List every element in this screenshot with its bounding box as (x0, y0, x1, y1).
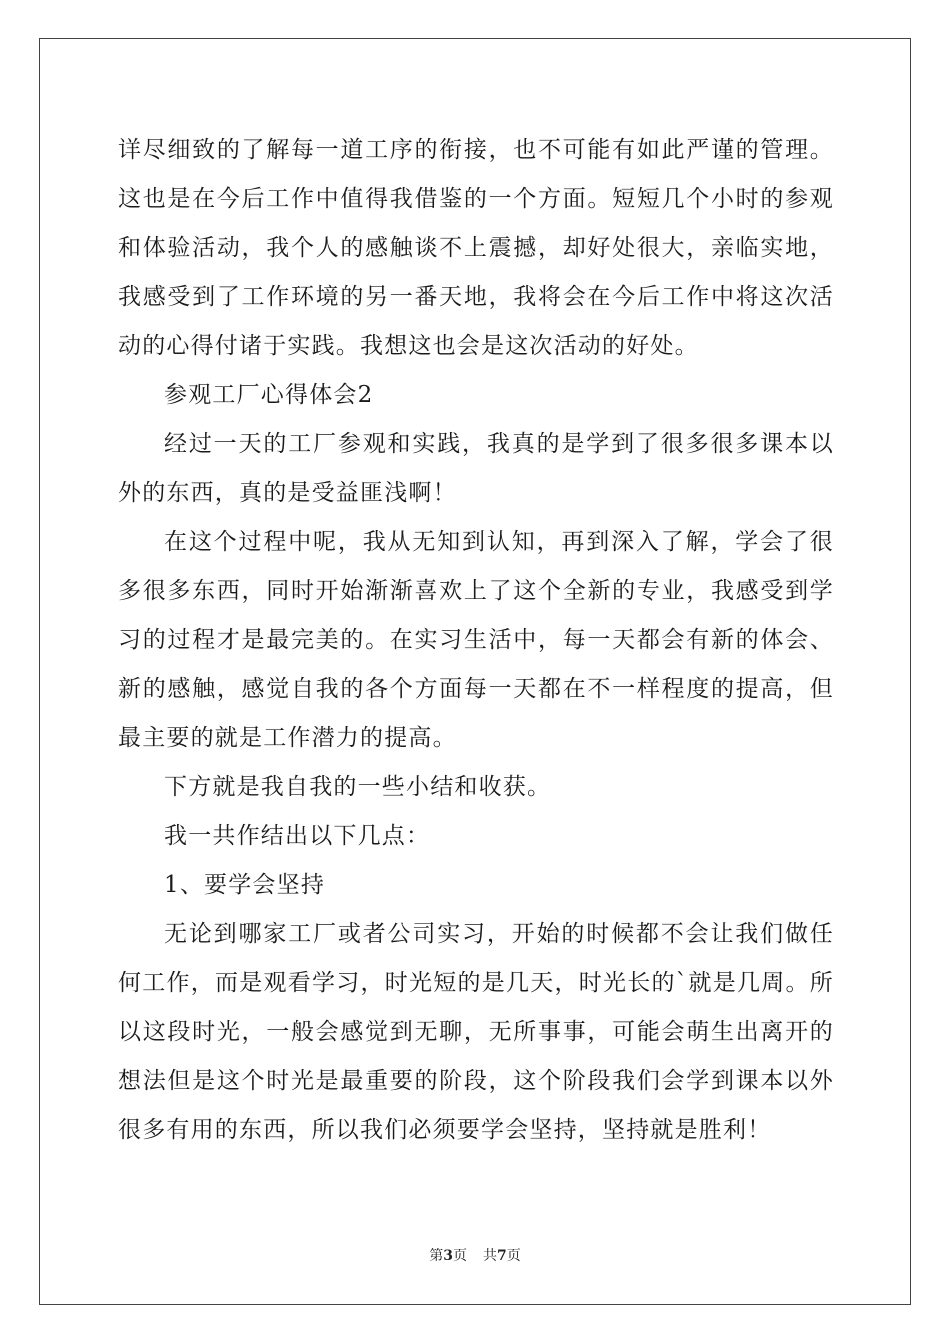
total-suffix: 页 (506, 1248, 521, 1264)
page-total: 7 (497, 1248, 507, 1264)
paragraph: 下方就是我自我的一些小结和收获。 (164, 774, 552, 800)
paragraph: 在这个过程中呢，我从无知到认知，再到深入了解，学会了很多很多东西，同时开始渐渐喜欢上了这个全新的专业，我感受到学习的过程才是最完美的。在实习生活中，每一天都会有新的体会、新的感触，感觉自我的各个方面每一天都在不一样程度的提高，但最主要的就是工作潜力的提高。 (118, 529, 834, 751)
page-suffix: 页 (453, 1248, 467, 1264)
paragraph: 经过一天的工厂参观和实践，我真的是学到了很多很多课本以外的东西，真的是受益匪浅啊！ (118, 431, 834, 506)
list-point-heading: 1、要学会坚持 (164, 872, 326, 898)
page-prefix: 第 (429, 1248, 444, 1264)
page-current: 3 (443, 1248, 453, 1264)
total-prefix: 共 (483, 1248, 497, 1264)
paragraph-continuation: 详尽细致的了解每一道工序的衔接，也不可能有如此严谨的管理。这也是在今后工作中值得我借鉴的一个方面。短短几个小时的参观和体验活动，我个人的感触谈不上震撼，却好处很大，亲临实地，我感受到了工作环境的另一番天地，我将会在今后工作中将这次活动的心得付诸于实践。我想这也会是这次活动的好处。 (118, 137, 834, 359)
paragraph: 无论到哪家工厂或者公司实习，开始的时候都不会让我们做任何工作，而是观看学习，时光短的是几天，时光长的`就是几周。所以这段时光，一般会感觉到无聊，无所事事，可能会萌生出离开的想法但是这个时光是最重要的阶段，这个阶段我们会学到课本以外很多有用的东西，所以我们必须要学会坚持，坚持就是胜利！ (118, 921, 834, 1143)
page-footer (0, 1246, 950, 1266)
section-heading: 参观工厂心得体会2 (164, 382, 374, 408)
paragraph: 我一共作结出以下几点： (164, 823, 431, 849)
document-body (118, 126, 834, 1155)
